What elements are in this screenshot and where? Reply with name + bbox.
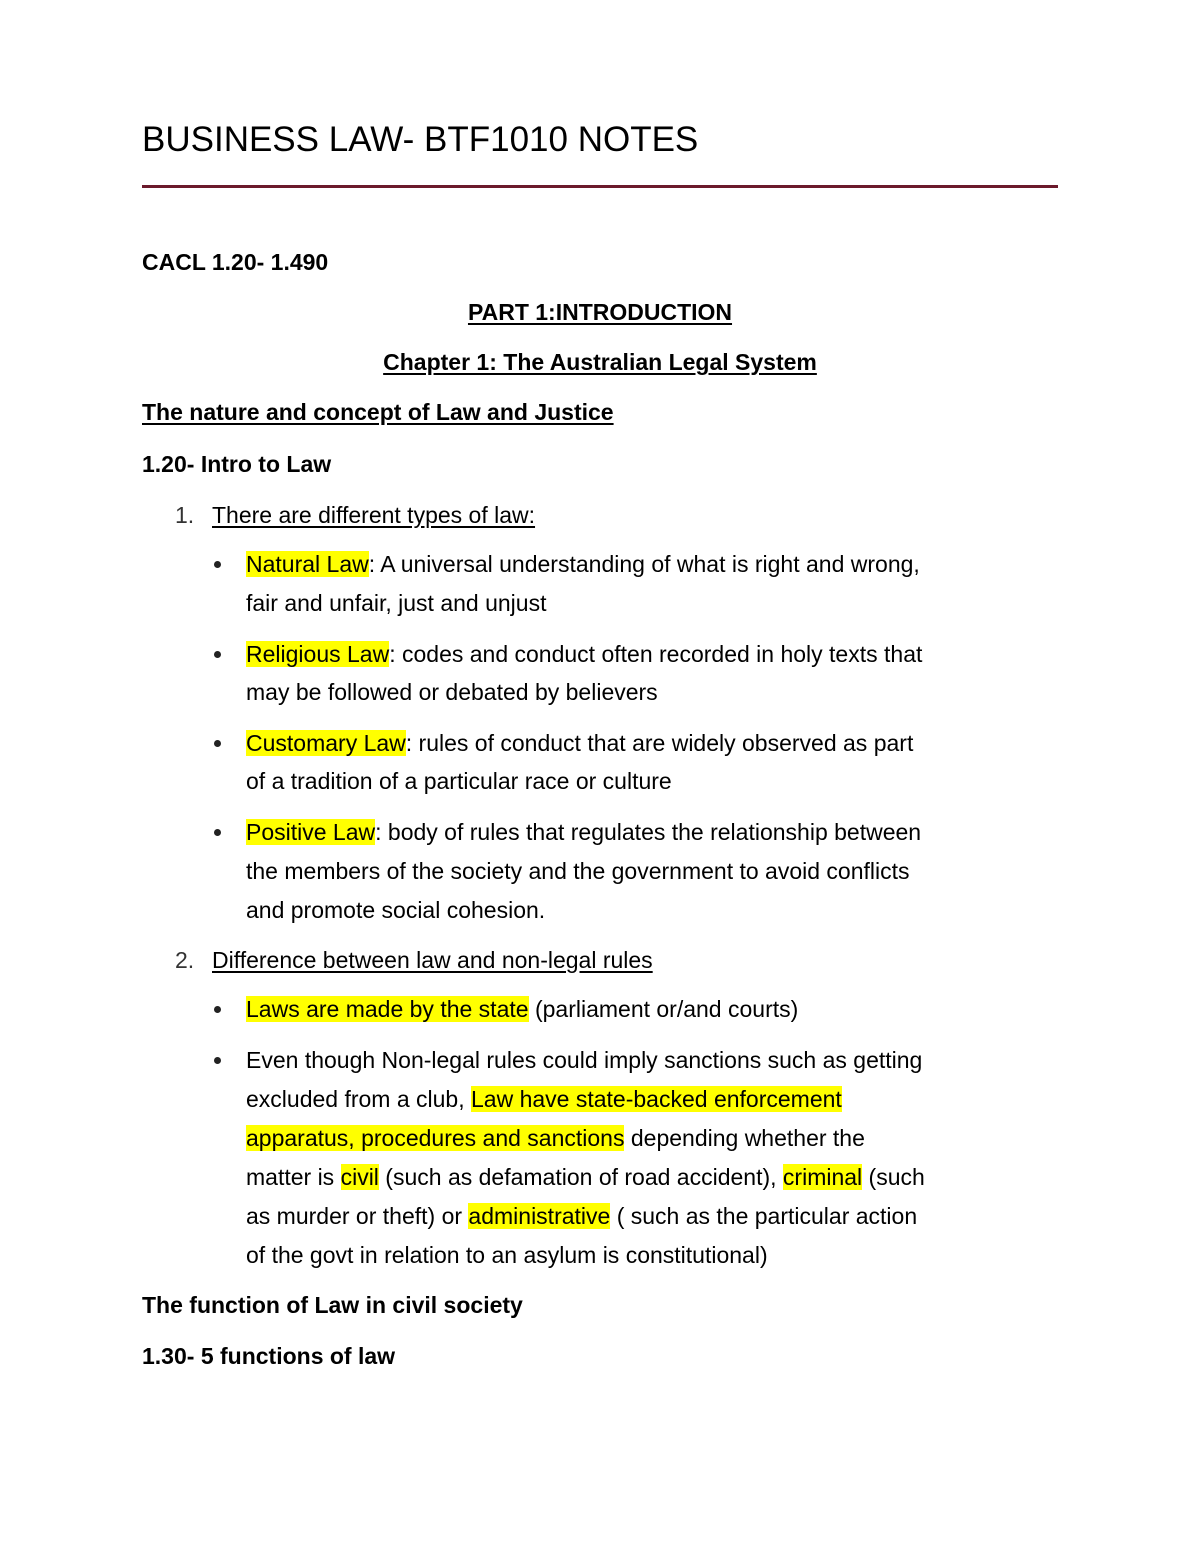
highlighted-term: criminal: [782, 1164, 863, 1190]
part-heading: PART 1:INTRODUCTION: [467, 299, 733, 325]
highlighted-term: administrative: [468, 1203, 611, 1229]
highlighted-term: Law have state-backed enforcement: [471, 1086, 842, 1112]
document-title: BUSINESS LAW- BTF1010 NOTES: [142, 120, 699, 159]
bullet-line: the members of the society and the government to avoid conflicts: [246, 858, 910, 884]
bullet-text: (such as defamation of road accident),: [378, 1164, 783, 1190]
bullet-line: [246, 639, 922, 669]
highlighted-term: civil: [340, 1164, 379, 1190]
highlighted-term: Positive Law: [246, 819, 376, 845]
bullet-icon: [214, 829, 221, 836]
highlighted-term: Natural Law: [246, 551, 369, 577]
bullet-line: of the govt in relation to an asylum is constitutional): [246, 1242, 768, 1268]
bullet-text: (parliament or/and courts): [528, 996, 799, 1022]
bullet-text: matter is: [246, 1164, 341, 1190]
section-heading: The function of Law in civil society: [142, 1292, 523, 1318]
reference-heading: CACL 1.20- 1.490: [142, 249, 329, 275]
bullet-line: [246, 549, 920, 579]
bullet-text: excluded from a club,: [246, 1086, 472, 1112]
bullet-line: [246, 1201, 917, 1231]
bullet-text: : rules of conduct that are widely observed as part: [405, 730, 914, 756]
title-divider: [142, 185, 1058, 188]
bullet-text: : A universal understanding of what is right and wrong,: [368, 551, 920, 577]
bullet-line: Even though Non-legal rules could imply sanctions such as getting: [246, 1047, 923, 1073]
highlighted-term: Customary Law: [246, 730, 406, 756]
highlighted-term: Religious Law: [246, 641, 390, 667]
list-number: 1.: [175, 502, 195, 528]
list-number: 2.: [175, 947, 195, 973]
bullet-line: [246, 728, 913, 758]
chapter-heading: Chapter 1: The Australian Legal System: [383, 349, 817, 375]
bullet-line: fair and unfair, just and unjust: [246, 590, 547, 616]
subsection-heading: 1.20- Intro to Law: [142, 451, 332, 477]
bullet-text: (such: [862, 1164, 925, 1190]
highlighted-term: apparatus, procedures and sanctions: [246, 1125, 625, 1151]
bullet-line: [246, 1123, 865, 1153]
bullet-icon: [214, 561, 221, 568]
bullet-line: [246, 1084, 842, 1114]
section-heading: The nature and concept of Law and Justice: [142, 399, 614, 425]
list-item-text: There are different types of law:: [212, 502, 536, 528]
bullet-text: as murder or theft) or: [246, 1203, 469, 1229]
bullet-text: ( such as the particular action: [610, 1203, 918, 1229]
highlighted-term: Laws are made by the state: [246, 996, 529, 1022]
bullet-icon: [214, 740, 221, 747]
bullet-text: : body of rules that regulates the relationship between: [375, 819, 922, 845]
bullet-line: [246, 994, 798, 1024]
bullet-line: of a tradition of a particular race or culture: [246, 768, 672, 794]
bullet-line: and promote social cohesion.: [246, 897, 546, 923]
bullet-text: depending whether the: [624, 1125, 865, 1151]
subsection-heading: 1.30- 5 functions of law: [142, 1343, 396, 1369]
list-item-text: Difference between law and non-legal rules: [212, 947, 653, 973]
bullet-line: [246, 817, 921, 847]
bullet-text: : codes and conduct often recorded in holy texts that: [389, 641, 923, 667]
bullet-line: may be followed or debated by believers: [246, 679, 658, 705]
bullet-icon: [214, 651, 221, 658]
bullet-icon: [214, 1057, 221, 1064]
bullet-line: [246, 1162, 925, 1192]
bullet-icon: [214, 1006, 221, 1013]
